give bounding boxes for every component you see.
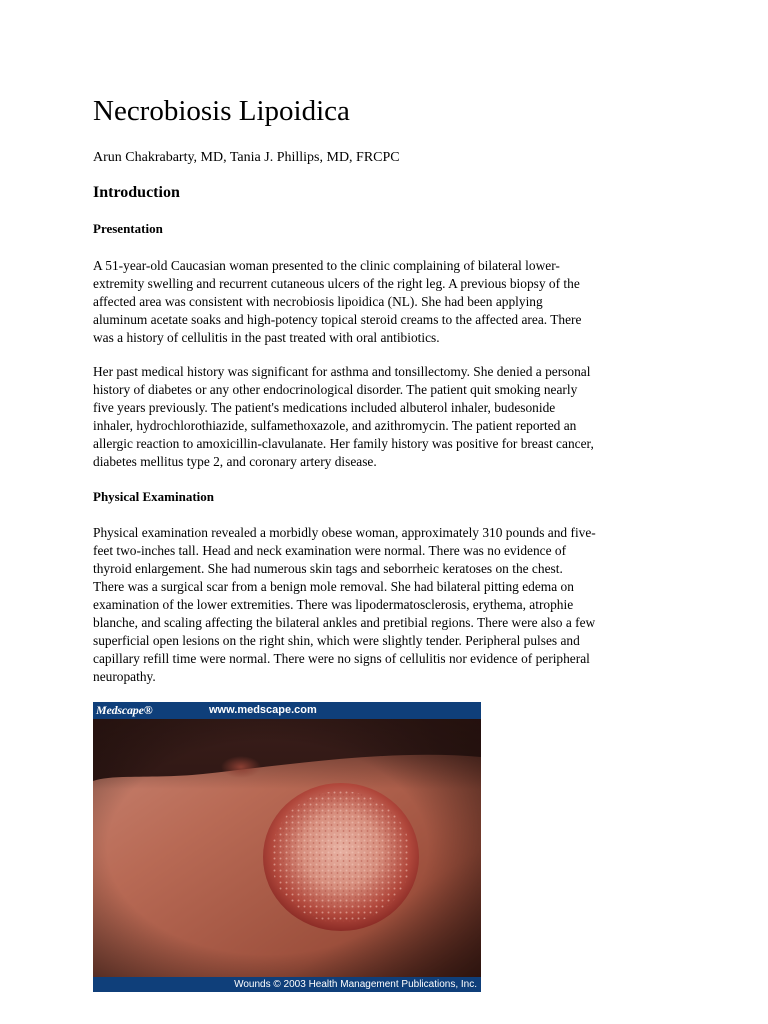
paragraph-line: five years previously. The patient's medications included albuterol inhaler, budesonide xyxy=(93,400,556,415)
page-title: Necrobiosis Lipoidica xyxy=(93,95,350,127)
paragraph-line: Her past medical history was significant for asthma and tonsillectomy. She denied a personal xyxy=(93,364,591,379)
paragraph-line: feet two-inches tall. Head and neck examination were normal. There was no evidence of xyxy=(93,543,567,558)
medscape-logo: Medscape® xyxy=(96,703,153,717)
paragraph-line: history of diabetes or any other endocrinological disorder. The patient quit smoking nearly xyxy=(93,382,578,397)
author-line: Arun Chakrabarty, MD, Tania J. Phillips, MD, FRCPC xyxy=(93,150,400,165)
paragraph-line: was a history of cellulitis in the past treated with oral antibiotics. xyxy=(93,330,440,345)
paragraph-line: blanche, and scaling affecting the bilateral ankles and pretibial regions. There were also a few xyxy=(93,615,596,630)
paragraph-line: aluminum acetate soaks and high-potency topical steroid creams to the affected area. There xyxy=(93,312,582,327)
paragraph-line: neuropathy. xyxy=(93,669,156,684)
figure-header-bar xyxy=(93,702,481,719)
paragraph-line: allergic reaction to amoxicillin-clavulanate. Her family history was positive for breast cancer, xyxy=(93,436,594,451)
paragraph-line: extremity swelling and recurrent cutaneous ulcers of the right leg. A previous biopsy of the xyxy=(93,276,580,291)
subheading-physical-examination: Physical Examination xyxy=(93,489,214,504)
paragraph-line: examination of the lower extremities. There was lipodermatosclerosis, erythema, atrophie xyxy=(93,597,574,612)
paragraph-line: thyroid enlargement. She had numerous skin tags and seborrheic keratoses on the chest. xyxy=(93,561,563,576)
subheading-presentation: Presentation xyxy=(93,221,163,236)
paragraph-line: affected area was consistent with necrobiosis lipoidica (NL). She had been applying xyxy=(93,294,543,309)
figure-credit-bar xyxy=(93,977,481,992)
paragraph-line: diabetes mellitus type 2, and coronary artery disease. xyxy=(93,454,377,469)
paragraph-medical-history xyxy=(93,363,683,471)
paragraph-presentation xyxy=(93,257,683,347)
paragraph-line: There was a surgical scar from a benign mole removal. She had bilateral pitting edema on xyxy=(93,579,574,594)
paragraph-physical-examination xyxy=(93,524,683,686)
paragraph-line: inhaler, hydrochlorothiazide, sulfamethoxazole, and azithromycin. The patient reported an xyxy=(93,418,577,433)
clinical-photo-figure xyxy=(93,702,481,992)
paragraph-line: Physical examination revealed a morbidly obese woman, approximately 310 pounds and five- xyxy=(93,525,596,540)
figure-credit: Wounds © 2003 Health Management Publications, Inc. xyxy=(234,979,477,990)
paragraph-line: superficial open lesions on the right shin, which were slightly tender. Peripheral pulses and xyxy=(93,633,580,648)
paragraph-line: A 51-year-old Caucasian woman presented to the clinic complaining of bilateral lower- xyxy=(93,258,560,273)
lesion-photo xyxy=(93,719,481,977)
paragraph-line: capillary refill time were normal. There were no signs of cellulitis nor evidence of peripheral xyxy=(93,651,590,666)
figure-url: www.medscape.com xyxy=(209,704,317,716)
section-heading-introduction: Introduction xyxy=(93,184,180,201)
